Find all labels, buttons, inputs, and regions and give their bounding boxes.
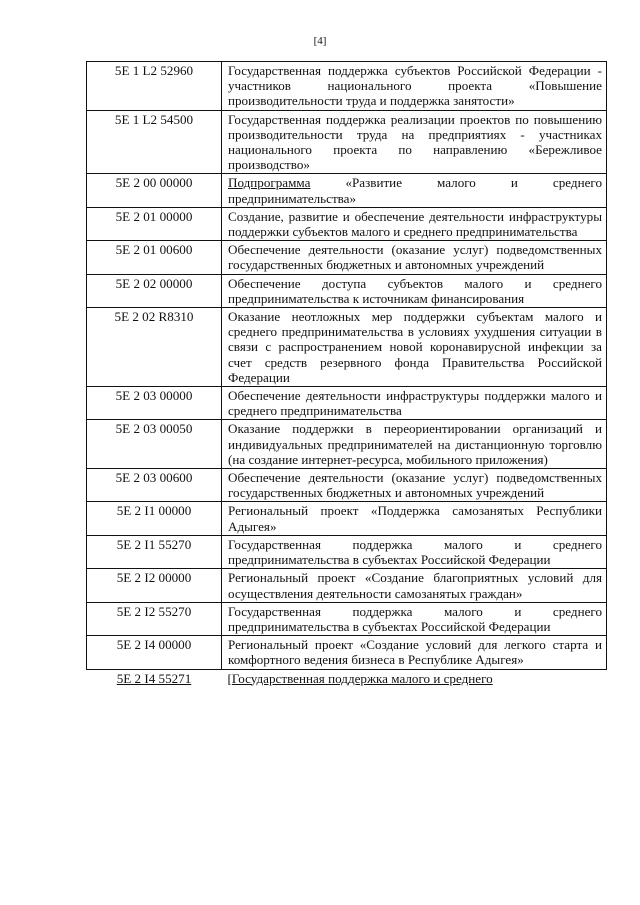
classification-description: Обеспечение деятельности (оказание услуг) подведомственных государственных бюджетных и автономных учреждений — [222, 241, 607, 274]
classification-code: 5Е 2 01 00000 — [87, 207, 222, 240]
classification-description: Государственная поддержка субъектов Российской Федерации - участников национального проекта «Повышение производительности труда и поддержка занятости» — [222, 62, 607, 111]
classification-description: Региональный проект «Создание благоприятных условий для осуществления деятельности самозанятых граждан» — [222, 569, 607, 602]
table-row — [87, 174, 607, 207]
table-row — [87, 308, 607, 387]
classification-description: Региональный проект «Поддержка самозанятых Республики Адыгея» — [222, 502, 607, 535]
table-row — [87, 502, 607, 535]
classification-description: Оказание неотложных мер поддержки субъектам малого и среднего предпринимательства в условиях ухудшения ситуации в связи с распространением новой коронавирусной инфекции за счет средств резервного фонда Правительства Российской Федерации — [222, 308, 607, 387]
classification-description: [Государственная поддержка малого и среднего — [222, 669, 607, 687]
page-number: [4] — [313, 35, 327, 47]
classification-code: 5Е 2 I4 55271 — [87, 669, 222, 687]
subprogram-title: «Развитие малого и среднего предпринимательства» — [228, 175, 602, 206]
classification-code: 5Е 2 I2 55270 — [87, 602, 222, 635]
classification-code: 5Е 2 02 00000 — [87, 274, 222, 307]
classification-description: Государственная поддержка малого и среднего предпринимательства в субъектах Российской Федерации — [222, 602, 607, 635]
classification-code: 5Е 2 I1 55270 — [87, 535, 222, 568]
classification-description: Создание, развитие и обеспечение деятельности инфраструктуры поддержки субъектов малого и среднего предпринимательства — [222, 207, 607, 240]
classification-description: Обеспечение деятельности (оказание услуг) подведомственных государственных бюджетных и автономных учреждений — [222, 469, 607, 502]
table-row — [87, 207, 607, 240]
classification-code: 5Е 2 00 00000 — [87, 174, 222, 207]
classification-code: 5Е 2 I4 00000 — [87, 636, 222, 669]
classification-description: Обеспечение доступа субъектов малого и среднего предпринимательства к источникам финансирования — [222, 274, 607, 307]
classification-code: 5Е 2 03 00050 — [87, 420, 222, 469]
table-row-truncated — [87, 669, 607, 687]
table-row — [87, 274, 607, 307]
table-row — [87, 420, 607, 469]
subprogram-link-text: Подпрограмма — [228, 175, 311, 191]
classification-code: 5Е 1 L2 52960 — [87, 62, 222, 111]
classification-description: Региональный проект «Создание условий для легкого старта и комфортного ведения бизнеса в Республике Адыгея» — [222, 636, 607, 669]
table-row — [87, 535, 607, 568]
table-row — [87, 569, 607, 602]
table-row — [87, 469, 607, 502]
classification-description: Государственная поддержка малого и среднего предпринимательства в субъектах Российской Федерации — [222, 535, 607, 568]
classification-description: Оказание поддержки в переориентировании организаций и индивидуальных предпринимателей на дистанционную торговлю (на создание интернет-ресурса, мобильного приложения) — [222, 420, 607, 469]
classification-code: 5Е 2 02 R8310 — [87, 308, 222, 387]
classification-description — [222, 174, 607, 207]
classification-code: 5Е 2 01 00600 — [87, 241, 222, 274]
classification-description: Обеспечение деятельности инфраструктуры поддержки малого и среднего предпринимательства — [222, 387, 607, 420]
classification-code: 5Е 2 03 00600 — [87, 469, 222, 502]
table-row — [87, 62, 607, 111]
table-row — [87, 110, 607, 174]
classification-code: 5Е 1 L2 54500 — [87, 110, 222, 174]
budget-classification-table — [86, 61, 607, 687]
table-row — [87, 387, 607, 420]
classification-code: 5Е 2 I1 00000 — [87, 502, 222, 535]
table-row — [87, 241, 607, 274]
classification-code: 5Е 2 03 00000 — [87, 387, 222, 420]
classification-description: Государственная поддержка реализации проектов по повышению производительности труда на предприятиях - участниках национального проекта по направлению «Бережливое производство» — [222, 110, 607, 174]
table-row — [87, 636, 607, 669]
classification-code: 5Е 2 I2 00000 — [87, 569, 222, 602]
table-row — [87, 602, 607, 635]
